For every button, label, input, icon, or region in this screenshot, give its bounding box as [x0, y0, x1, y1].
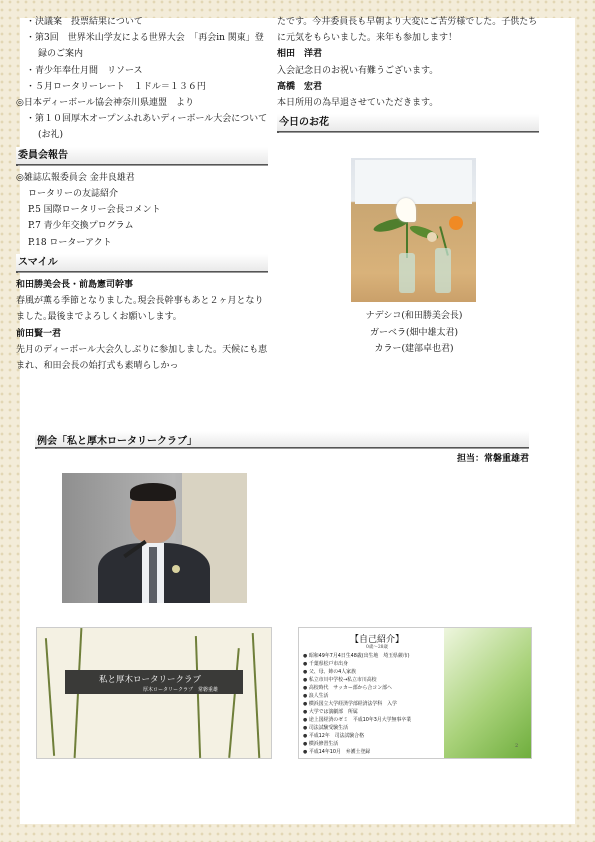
flowers-caption	[330, 308, 498, 358]
committee-reporter: ◎雑誌広報委員会 金井良雄君	[16, 172, 135, 183]
committee-line: ロータリーの友誌紹介	[28, 189, 119, 200]
slide-subtitle-text: 厚木ロータリークラブ 常磐重雄	[143, 687, 219, 693]
list-item: ● 千葉県松戸市出身	[303, 660, 411, 668]
committee-line: P.7 青少年交換プログラム	[28, 221, 134, 232]
notice-item: ・第１０回厚木オープンふれあいディーボール大会について(お礼)	[26, 114, 268, 141]
slide-intro-age: 0歳～28歳	[365, 645, 389, 650]
list-item: ● 父、母、姉の4人家族	[303, 668, 411, 676]
smile-text: 先月のディーボール大会久しぶりに参加しました。天候にも恵まれ、和田会長の始打式も素晴らしかっ	[16, 344, 268, 372]
meeting-presenter: 担当：常磐重雄君	[456, 454, 529, 464]
agenda-item: ・５月ロータリーレート １ドル＝１３６円	[26, 81, 206, 92]
meeting-section	[35, 428, 529, 453]
smile-name: 前田賢一君	[16, 328, 62, 339]
slide-title	[36, 627, 272, 759]
flowers-photo	[351, 158, 476, 302]
smile-text: 本日所用の為早退させていただきます。	[277, 98, 439, 109]
list-item: ● 高校時代 サッカー部から合コン部へ	[303, 684, 411, 692]
right-column	[277, 14, 539, 137]
smile-name: 高橋 宏君	[277, 81, 323, 92]
smile-text: 春風が薫る季節となりました｡現会長幹事もあと２ヶ月となりました｡最後までよろしくお願いします。	[16, 296, 264, 323]
smile-text: 入会記念日のお祝い有難うございます。	[277, 65, 439, 76]
committee-line: P.5 国際ロータリー会長コメント	[28, 205, 161, 216]
slide-intro-title: 【自己紹介】	[349, 635, 404, 645]
list-item: ● 途上国経済のゼミ 平成10年3月大学無事卒業	[303, 716, 411, 724]
committee-heading: 委員会報告	[16, 147, 268, 166]
smile-text-continued: たです。今井委員長も早朝より大変にご苦労様でした。子供たちに元気をもらいました。来年も参加します！	[277, 17, 538, 44]
slide-title-text: 私と厚木ロータリークラブ	[99, 675, 202, 685]
list-item: ● 昭和49年7月4日生48歳(出生地 埼玉県蕨市)	[303, 652, 411, 660]
smile-names: 和田勝美会長・前島憲司幹事	[16, 280, 134, 291]
list-item: ● 平成12年 司法試験合格	[303, 732, 411, 740]
flower-caption-line: カラー(建部卓也君)	[374, 344, 454, 354]
list-item: ● 浪人生活	[303, 692, 411, 700]
agenda-item: ・決議案 投票結果について	[26, 17, 143, 27]
list-item: ● 横浜修習生活	[303, 740, 411, 748]
list-item: ● 司法試験受験生活	[303, 724, 411, 732]
meeting-heading: 例会「私と厚木ロータリークラブ」	[35, 431, 529, 449]
slide-intro-list	[303, 652, 411, 756]
list-item: ● 私立市川中学校→私立市川高校	[303, 676, 411, 684]
slide-decoration	[444, 628, 531, 758]
speaker-photo	[62, 473, 247, 603]
notice-org: ◎日本ディーボール協会神奈川県連盟 より	[16, 98, 194, 109]
slide-self-intro	[298, 627, 532, 759]
flowers-heading: 今日のお花	[277, 114, 539, 133]
committee-line: P.18 ローターアクト	[28, 237, 112, 248]
smile-heading: スマイル	[16, 254, 268, 273]
slide-page-number: 2	[515, 743, 519, 749]
agenda-item: ・第3回 世界米山学友による世界大会 「再会in 関東」登録のご案内	[26, 33, 264, 60]
list-item: ● 大学では演劇部 所属	[303, 708, 411, 716]
list-item: ● 平成14年10月 弁護士登録	[303, 748, 411, 756]
smile-name: 相田 洋君	[277, 49, 323, 60]
list-item: ● 横浜国立大学経済学部経済法学科 入学	[303, 700, 411, 708]
flower-caption-line: ガーベラ(畑中雄太君)	[369, 327, 459, 338]
left-column	[16, 14, 268, 374]
agenda-item: ・青少年奉仕月間 リソース	[26, 65, 143, 76]
flower-caption-line: ナデシコ(和田勝美会長)	[365, 311, 463, 321]
